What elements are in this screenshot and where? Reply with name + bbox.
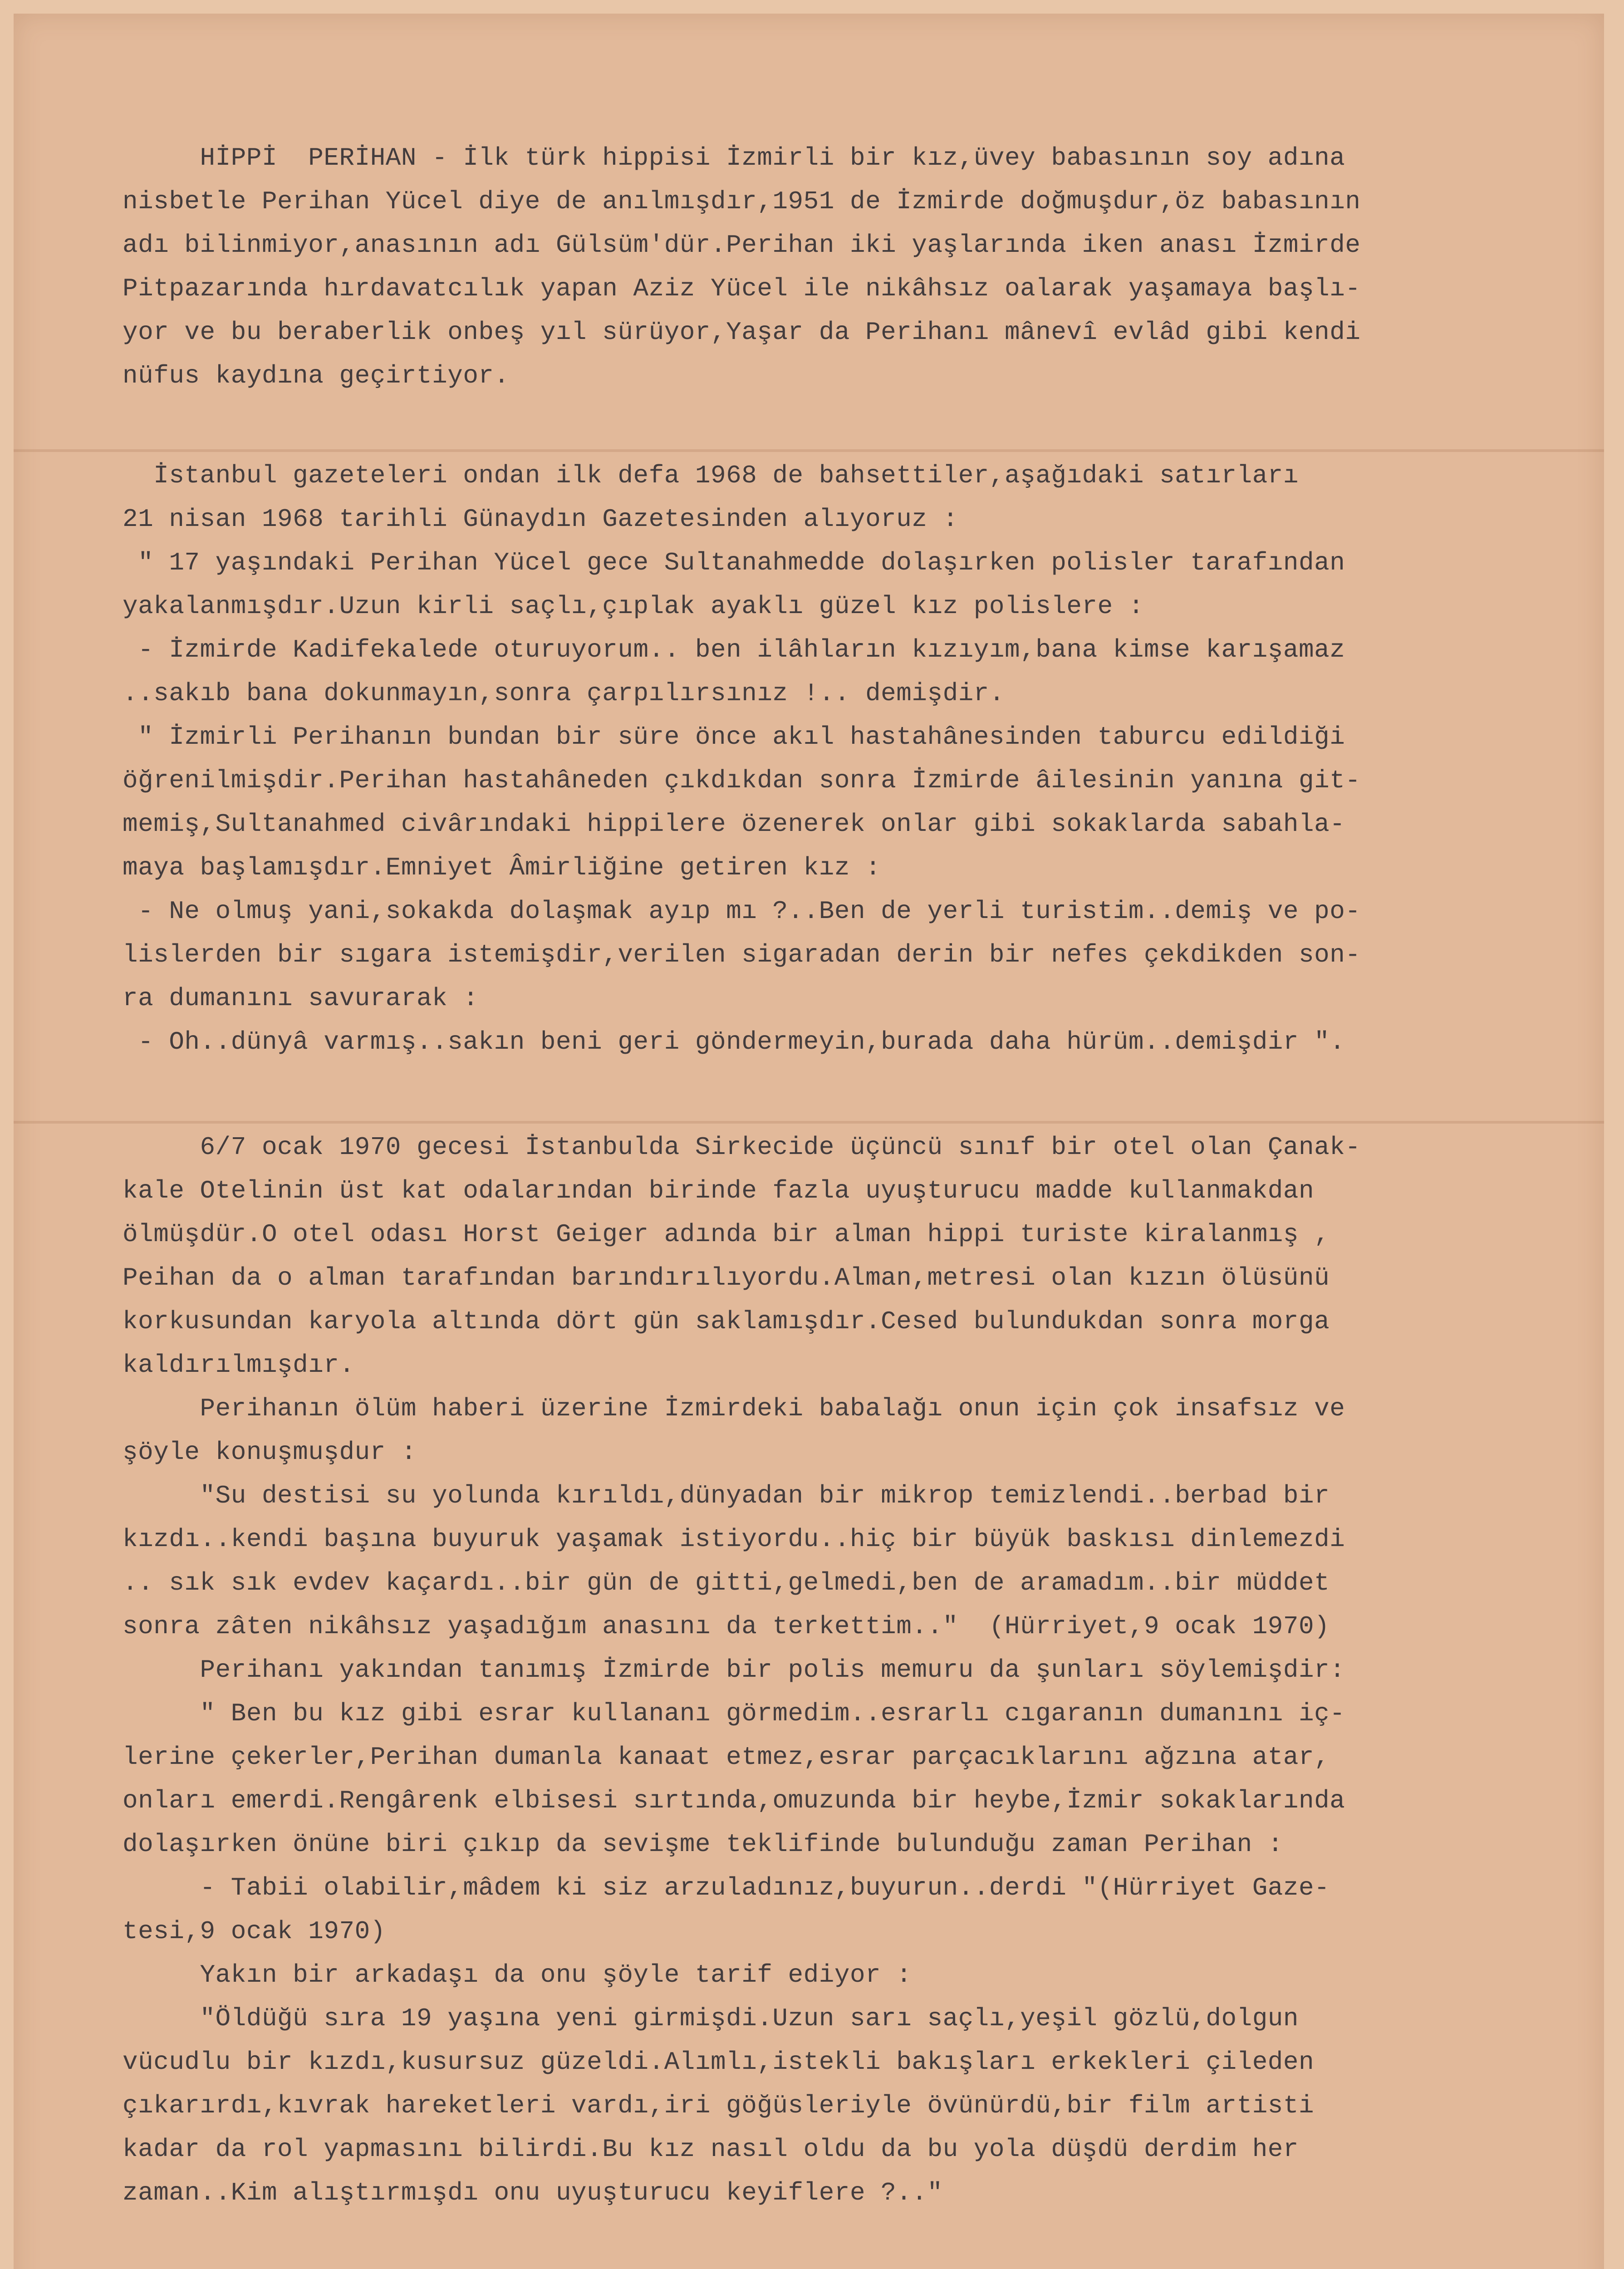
text-line: "Öldüğü sıra 19 yaşına yeni girmişdi.Uzun sarı saçlı,yeşil gözlü,dolgun: [123, 2004, 1299, 2033]
text-line: ra dumanını savurarak :: [123, 984, 479, 1013]
text-line: tesi,9 ocak 1970): [123, 1917, 386, 1946]
text-line: nüfus kaydına geçirtiyor.: [123, 361, 510, 390]
text-line: kadar da rol yapmasını bilirdi.Bu kız nasıl oldu da bu yola düşdü derdim her: [123, 2135, 1299, 2164]
paper-fold-line: [14, 449, 1604, 452]
text-line: dolaşırken önüne biri çıkıp da sevişme teklifinde bulunduğu zaman Perihan :: [123, 1830, 1283, 1859]
text-line: kızdı..kendi başına buyuruk yaşamak istiyordu..hiç bir büyük baskısı dinlemezdi: [123, 1525, 1345, 1554]
text-line: öğrenilmişdir.Perihan hastahâneden çıkdıkdan sonra İzmirde âilesinin yanına git-: [123, 766, 1361, 795]
text-line: ..sakıb bana dokunmayın,sonra çarpılırsınız !.. demişdir.: [123, 679, 1005, 708]
paper-fold-line: [14, 1121, 1604, 1124]
text-line: korkusundan karyola altında dört gün saklamışdır.Cesed bulundukdan sonra morga: [123, 1307, 1330, 1336]
text-line: ölmüşdür.O otel odası Horst Geiger adında bir alman hippi turiste kiralanmış ,: [123, 1220, 1330, 1249]
text-line: İstanbul gazeteleri ondan ilk defa 1968 de bahsettiler,aşağıdaki satırları: [123, 461, 1299, 490]
paragraph-death-account: [123, 1125, 1624, 2215]
text-line: " Ben bu kız gibi esrar kullananı görmedim..esrarlı cıgaranın dumanını iç-: [123, 1699, 1345, 1728]
text-line: nisbetle Perihan Yücel diye de anılmışdır,1951 de İzmirde doğmuşdur,öz babasının: [123, 187, 1361, 216]
text-line: " İzmirli Perihanın bundan bir süre önce akıl hastahânesinden taburcu edildiği: [123, 722, 1345, 751]
text-line: 6/7 ocak 1970 gecesi İstanbulda Sirkecide üçüncü sınıf bir otel olan Çanak-: [123, 1133, 1361, 1162]
text-line: onları emerdi.Rengârenk elbisesi sırtında,omuzunda bir heybe,İzmir sokaklarında: [123, 1786, 1345, 1815]
text-line: Yakın bir arkadaşı da onu şöyle tarif ediyor :: [123, 1960, 912, 1989]
text-line: Peihan da o alman tarafından barındırılıyordu.Alman,metresi olan kızın ölüsünü: [123, 1263, 1330, 1292]
text-line: Perihanın ölüm haberi üzerine İzmirdeki babalağı onun için çok insafsız ve: [123, 1394, 1345, 1423]
text-line: adı bilinmiyor,anasının adı Gülsüm'dür.Perihan iki yaşlarında iken anası İzmirde: [123, 231, 1361, 260]
text-line: 21 nisan 1968 tarihli Günaydın Gazetesinden alıyoruz :: [123, 505, 958, 534]
text-line: Pitpazarında hırdavatcılık yapan Aziz Yücel ile nikâhsız oalarak yaşamaya başlı-: [123, 274, 1361, 303]
text-line: çıkarırdı,kıvrak hareketleri vardı,iri göğüsleriyle övünürdü,bir film artisti: [123, 2091, 1315, 2120]
text-line: lislerden bir sıgara istemişdir,verilen sigaradan derin bir nefes çekdikden son-: [123, 940, 1361, 969]
text-line: kaldırılmışdır.: [123, 1351, 355, 1380]
paragraph-intro: [123, 136, 1624, 398]
text-line: - İzmirde Kadifekalede oturuyorum.. ben ilâhların kızıyım,bana kimse karışamaz: [123, 635, 1345, 664]
text-line: kale Otelinin üst kat odalarından birinde fazla uyuşturucu madde kullanmakdan: [123, 1176, 1315, 1205]
paragraph-gunaydin-quote: [123, 454, 1624, 1064]
text-line: HİPPİ PERİHAN - İlk türk hippisi İzmirli bir kız,üvey babasının soy adına: [123, 143, 1345, 172]
text-line: memiş,Sultanahmed civârındaki hippilere özenerek onlar gibi sokaklarda sabahla-: [123, 810, 1345, 839]
text-line: maya başlamışdır.Emniyet Âmirliğine getiren kız :: [123, 853, 881, 882]
text-line: yakalanmışdır.Uzun kirli saçlı,çıplak ayaklı güzel kız polislere :: [123, 592, 1144, 621]
text-line: şöyle konuşmuşdur :: [123, 1438, 417, 1467]
text-line: zaman..Kim alıştırmışdı onu uyuşturucu keyiflere ?..": [123, 2178, 943, 2207]
text-line: "Su destisi su yolunda kırıldı,dünyadan bir mikrop temizlendi..berbad bir: [123, 1481, 1330, 1510]
text-line: - Oh..dünyâ varmış..sakın beni geri göndermeyin,burada daha hürüm..demişdir ".: [123, 1027, 1345, 1056]
text-line: yor ve bu beraberlik onbeş yıl sürüyor,Yaşar da Perihanı mânevî evlâd gibi kendi: [123, 318, 1361, 347]
text-line: - Tabii olabilir,mâdem ki siz arzuladınız,buyurun..derdi "(Hürriyet Gaze-: [123, 1873, 1330, 1902]
text-line: sonra zâten nikâhsız yaşadığım anasını da terkettim.." (Hürriyet,9 ocak 1970): [123, 1612, 1330, 1641]
text-line: Perihanı yakından tanımış İzmirde bir polis memuru da şunları söylemişdir:: [123, 1655, 1345, 1685]
text-line: " 17 yaşındaki Perihan Yücel gece Sultanahmedde dolaşırken polisler tarafından: [123, 548, 1345, 577]
text-line: .. sık sık evdev kaçardı..bir gün de gitti,gelmedi,ben de aramadım..bir müddet: [123, 1568, 1330, 1597]
text-line: vücudlu bir kızdı,kusursuz güzeldi.Alımlı,istekli bakışları erkekleri çileden: [123, 2048, 1315, 2077]
text-line: lerine çekerler,Perihan dumanla kanaat etmez,esrar parçacıklarını ağzına atar,: [123, 1743, 1330, 1772]
text-line: - Ne olmuş yani,sokakda dolaşmak ayıp mı ?..Ben de yerli turistim..demiş ve po-: [123, 897, 1361, 926]
